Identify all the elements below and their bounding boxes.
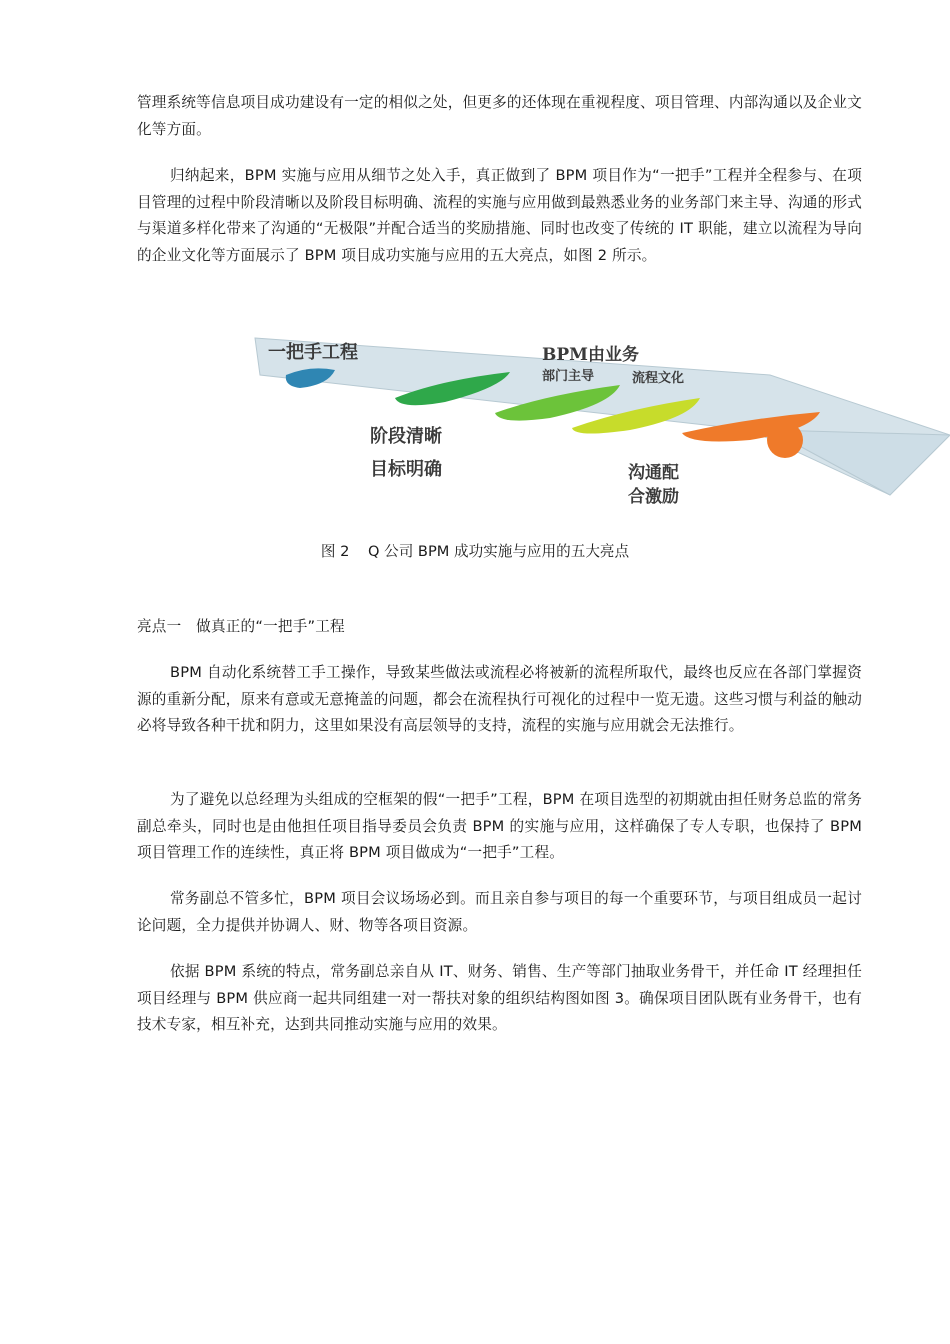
paragraph-5: 常务副总不管多忙，BPM 项目会议场场必到。而且亲自参与项目的每一个重要环节，与项目组成员一起讨论问题，全力提供并协调人、财、物等各项目资源。	[137, 890, 862, 934]
figure-caption	[0, 540, 950, 564]
paragraph-1: 管理系统等信息项目成功建设有一定的相似之处，但更多的还体现在重视程度、项目管理、内部沟通以及企业文化等方面。	[137, 94, 862, 138]
paragraph-6: 依据 BPM 系统的特点，常务副总亲自从 IT、财务、销售、生产等部门抽取业务骨干，并任命 IT 经理担任项目经理与 BPM 供应商一起共同组建一对一帮扶对象的组织结构图如图 3。确保项目团队既有业务骨干，也有技术专家，相互补充，达到共同推动实施与应用的效果。	[137, 963, 862, 1033]
step-5-dot	[767, 422, 803, 458]
five-highlights-diagram	[250, 330, 950, 520]
figure-five-highlights	[250, 330, 950, 520]
label-5b: 合激励	[628, 487, 679, 507]
paragraph-3: BPM 自动化系统替工手工操作，导致某些做法或流程必将被新的流程所取代，最终也反应在各部门掌握资源的重新分配，原来有意或无意掩盖的问题，都会在流程执行可视化的过程中一览无遗。这些习惯与利益的触动必将导致各种干扰和阴力，这里如果没有高层领导的支持，流程的实施与应用就会无法推行。	[137, 664, 862, 734]
label-4: 流程文化	[632, 371, 685, 386]
paragraph-2: 归纳起来，BPM 实施与应用从细节之处入手，真正做到了 BPM 项目作为“一把手”工程并全程参与、在项目管理的过程中阶段清晰以及阶段目标明确、流程的实施与应用做到最熟悉业务的业务部门来主导、沟通的形式与渠道多样化带来了沟通的“无极限”并配合适当的奖励措施、同时也改变了传统的 IT 职能，建立以流程为导向的企业文化等方面展示了 BPM 项目成功实施与应用的五大亮点，如图 2 所示。	[137, 167, 862, 264]
section-heading: 亮点一 做真正的“一把手”工程	[137, 618, 345, 635]
label-3a: BPM由业务	[542, 345, 639, 365]
label-5a: 沟通配	[628, 463, 679, 483]
label-1: 一把手工程	[268, 342, 358, 363]
caption-text: Q 公司 BPM 成功实施与应用的五大亮点	[367, 543, 630, 560]
label-2b: 目标明确	[370, 459, 442, 480]
paragraph-4: 为了避免以总经理为头组成的空框架的假“一把手”工程，BPM 在项目选型的初期就由担任财务总监的常务副总牵头，同时也是由他担任项目指导委员会负责 BPM 的实施与应用，这样确保了专人专职，也保持了 BPM 项目管理工作的连续性，真正将 BPM 项目做成为“一把手”工程。	[137, 791, 862, 861]
label-3b: 部门主导	[542, 369, 595, 384]
label-2a: 阶段清晰	[370, 426, 442, 447]
caption-fig-number: 图 2	[320, 543, 350, 560]
